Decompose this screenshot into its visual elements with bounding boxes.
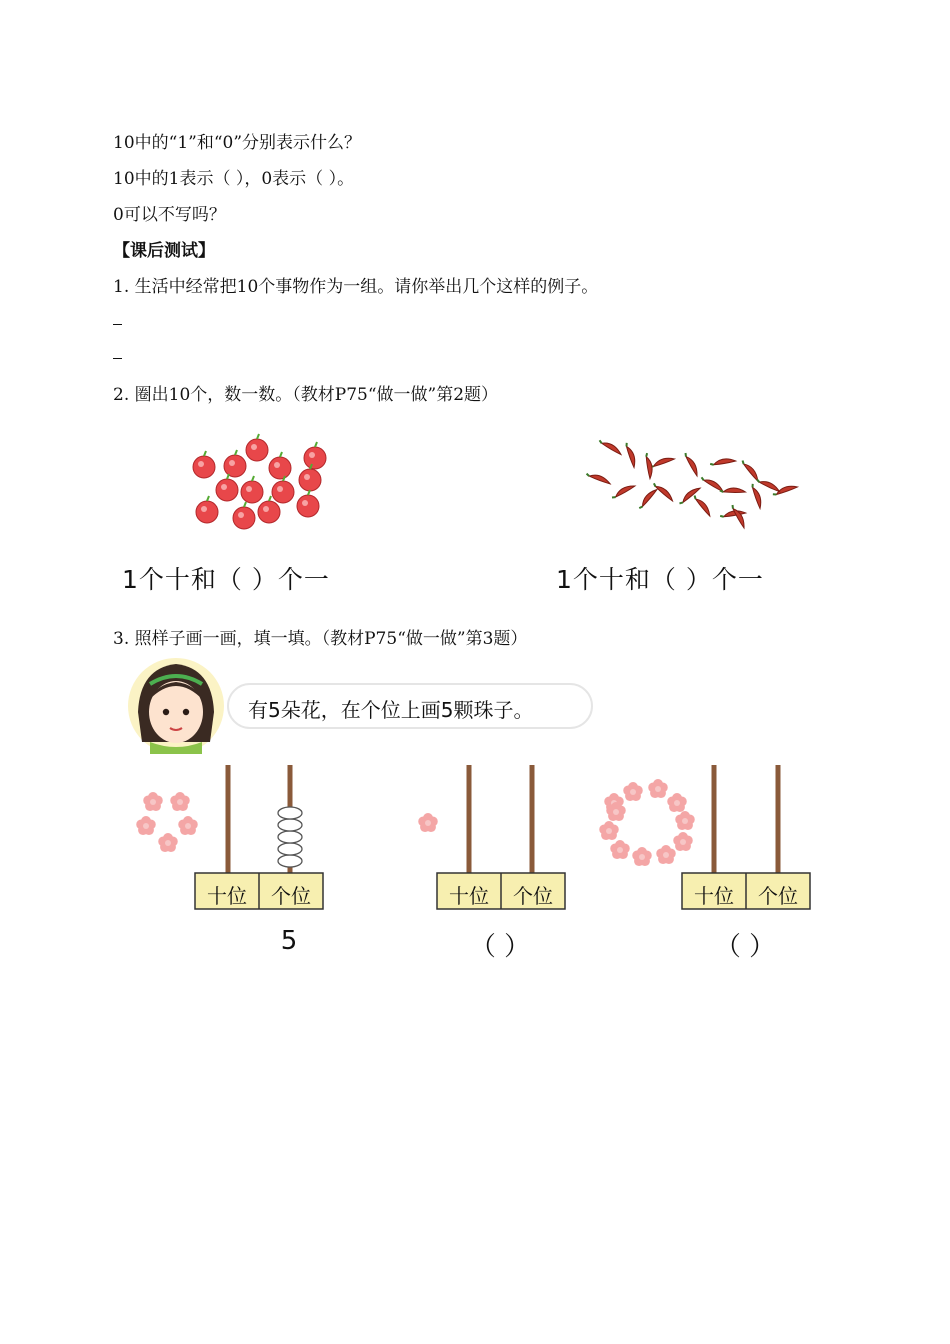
- flower-icon: [170, 792, 190, 811]
- pepper-icon[interactable]: [679, 484, 700, 507]
- apple-icon[interactable]: [224, 450, 246, 477]
- flower-icon: [648, 779, 668, 798]
- answer-blank[interactable]: （ ）: [469, 932, 531, 962]
- flower-icon: [158, 833, 178, 852]
- pepper-icon[interactable]: [622, 443, 640, 468]
- question-line-1: 10中的“1”和“0”分别表示什么？: [113, 133, 362, 153]
- pepper-icon[interactable]: [597, 440, 623, 454]
- pepper-icon[interactable]: [681, 453, 702, 476]
- pepper-icon[interactable]: [612, 481, 635, 502]
- bead[interactable]: [278, 843, 302, 855]
- question-line-3: 0可以不写吗？: [113, 205, 226, 225]
- tens-label: 十位: [449, 884, 489, 908]
- flower-icon: [178, 816, 198, 835]
- abacus-rod: [467, 765, 472, 875]
- pepper-icon[interactable]: [755, 479, 781, 492]
- ones-label: 个位: [513, 884, 553, 908]
- bead[interactable]: [278, 831, 302, 843]
- tens-label: 十位: [694, 884, 734, 908]
- abacus-rod: [712, 765, 717, 875]
- abacus-rod: [226, 765, 231, 875]
- apple-icon[interactable]: [241, 476, 263, 503]
- flower-icon: [623, 782, 643, 801]
- answer-blank-right[interactable]: 1个十和（ ）个一: [556, 565, 764, 594]
- abacus-rod: [776, 765, 781, 875]
- question-line-2: 10中的1表示（ ），0表示（ ）。: [113, 169, 355, 189]
- answer-value: 5: [280, 926, 298, 956]
- apple-icon[interactable]: [246, 434, 268, 461]
- apple-icon[interactable]: [196, 496, 218, 523]
- flower-icon: [656, 845, 676, 864]
- apple-cluster[interactable]: [193, 434, 326, 529]
- pepper-icon[interactable]: [720, 486, 746, 496]
- apple-icon[interactable]: [233, 502, 255, 529]
- apple-icon[interactable]: [272, 476, 294, 503]
- pepper-icon[interactable]: [639, 486, 657, 511]
- problem-2-text: 2. 圈出10个，数一数。（教材P75“做一做”第2题）: [113, 385, 499, 405]
- flower-icon: [136, 816, 156, 835]
- pepper-icon[interactable]: [699, 477, 725, 491]
- ones-label: 个位: [758, 884, 798, 908]
- pepper-icon[interactable]: [691, 495, 714, 516]
- flower-icon: [667, 793, 687, 812]
- problem-1-text: 1. 生活中经常把10个事物作为一组。请你举出几个这样的例子。: [113, 277, 599, 297]
- pepper-icon[interactable]: [710, 455, 736, 469]
- apple-icon[interactable]: [193, 451, 215, 478]
- flower-icon: [418, 813, 438, 832]
- answer-blank-left[interactable]: 1个十和（ ）个一: [122, 565, 330, 594]
- flower-icon: [143, 792, 163, 811]
- tens-label: 十位: [207, 884, 247, 908]
- apple-icon[interactable]: [216, 474, 238, 501]
- section-title: 【课后测试】: [113, 241, 215, 261]
- speech-text: 有5朵花，在个位上画5颗珠子。: [248, 698, 534, 722]
- problem-3-text: 3. 照样子画一画，填一填。（教材P75“做一做”第3题）: [113, 629, 528, 649]
- answer-blank[interactable]: （ ）: [714, 932, 776, 962]
- bead[interactable]: [278, 819, 302, 831]
- bead[interactable]: [278, 807, 302, 819]
- apple-icon[interactable]: [297, 490, 319, 517]
- pepper-icon[interactable]: [748, 484, 766, 509]
- flower-icon: [599, 821, 619, 840]
- flower-icon: [673, 832, 693, 851]
- bead[interactable]: [278, 855, 302, 867]
- apple-icon[interactable]: [304, 442, 326, 469]
- flower-icon: [675, 811, 695, 830]
- pepper-cluster[interactable]: [586, 440, 798, 528]
- flower-icon: [610, 840, 630, 859]
- flower-icon: [632, 847, 652, 866]
- pepper-icon[interactable]: [739, 460, 762, 481]
- apple-icon[interactable]: [269, 452, 291, 479]
- girl-avatar: [128, 658, 224, 754]
- pepper-icon[interactable]: [586, 473, 612, 483]
- ones-label: 个位: [271, 884, 311, 908]
- abacus-rod: [530, 765, 535, 875]
- pepper-icon[interactable]: [650, 454, 675, 472]
